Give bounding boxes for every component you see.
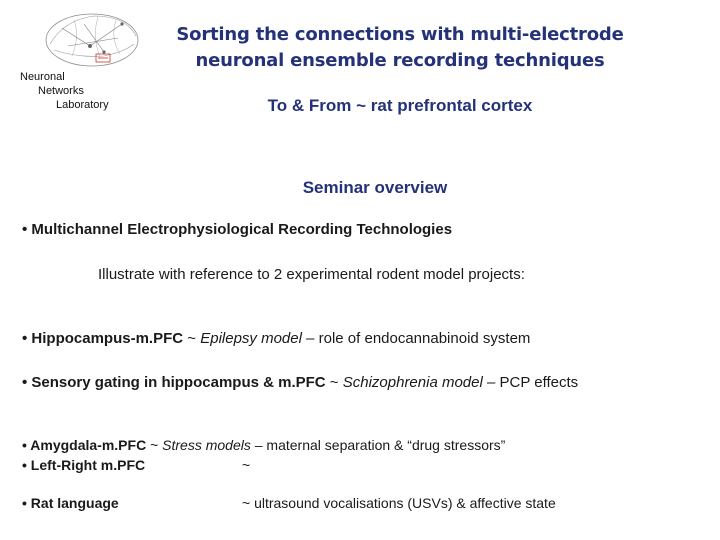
item-label: • Hippocampus-m.PFC xyxy=(22,330,184,347)
lab-name-line3: Laboratory xyxy=(56,99,109,111)
overview-heading: Seminar overview xyxy=(302,178,448,197)
item-model: Stress models xyxy=(162,437,251,453)
rat-language-detail: ~ ultrasound vocalisations (USVs) & affective state xyxy=(242,495,556,511)
item-label: • Multichannel Electrophysiological Recording Technologies xyxy=(22,221,453,238)
overview-item-recording xyxy=(22,221,452,238)
item-sep: ~ xyxy=(183,330,201,347)
overview-item-epilepsy xyxy=(22,330,530,347)
item-sep: ~ xyxy=(146,437,163,453)
title-line1: Sorting the connections with multi-electrode xyxy=(176,24,624,45)
item-model: Schizophrenia model xyxy=(342,374,483,391)
overview-item-stress xyxy=(22,437,505,453)
brain-logo-icon xyxy=(34,6,144,70)
item-label: • Sensory gating in hippocampus & m.PFC xyxy=(22,374,326,391)
lab-name-line1: Neuronal xyxy=(20,71,65,83)
item-label: • Rat language xyxy=(22,495,119,511)
item-model: Epilepsy model xyxy=(200,330,302,347)
overview-item-left-right xyxy=(22,457,145,473)
page-subtitle: To & From ~ rat prefrontal cortex xyxy=(267,96,533,115)
item-label: • Left-Right m.PFC xyxy=(22,457,146,473)
item-detail: – maternal separation & “drug stressors” xyxy=(250,437,506,453)
overview-item-rat-language xyxy=(22,495,119,511)
page-title xyxy=(150,22,650,74)
item-label: • Amygdala-m.PFC xyxy=(22,437,147,453)
title-line2: neuronal ensemble recording techniques xyxy=(195,50,605,71)
overview-item-schizophrenia xyxy=(22,374,578,391)
illustrate-text: Illustrate with reference to 2 experimental rodent model projects: xyxy=(98,266,525,283)
item-detail: – PCP effects xyxy=(482,374,579,391)
lab-name-line2: Networks xyxy=(38,85,84,97)
left-right-sep: ~ xyxy=(242,457,251,473)
item-detail: – role of endocannabinoid system xyxy=(301,330,531,347)
item-sep: ~ xyxy=(325,374,343,391)
